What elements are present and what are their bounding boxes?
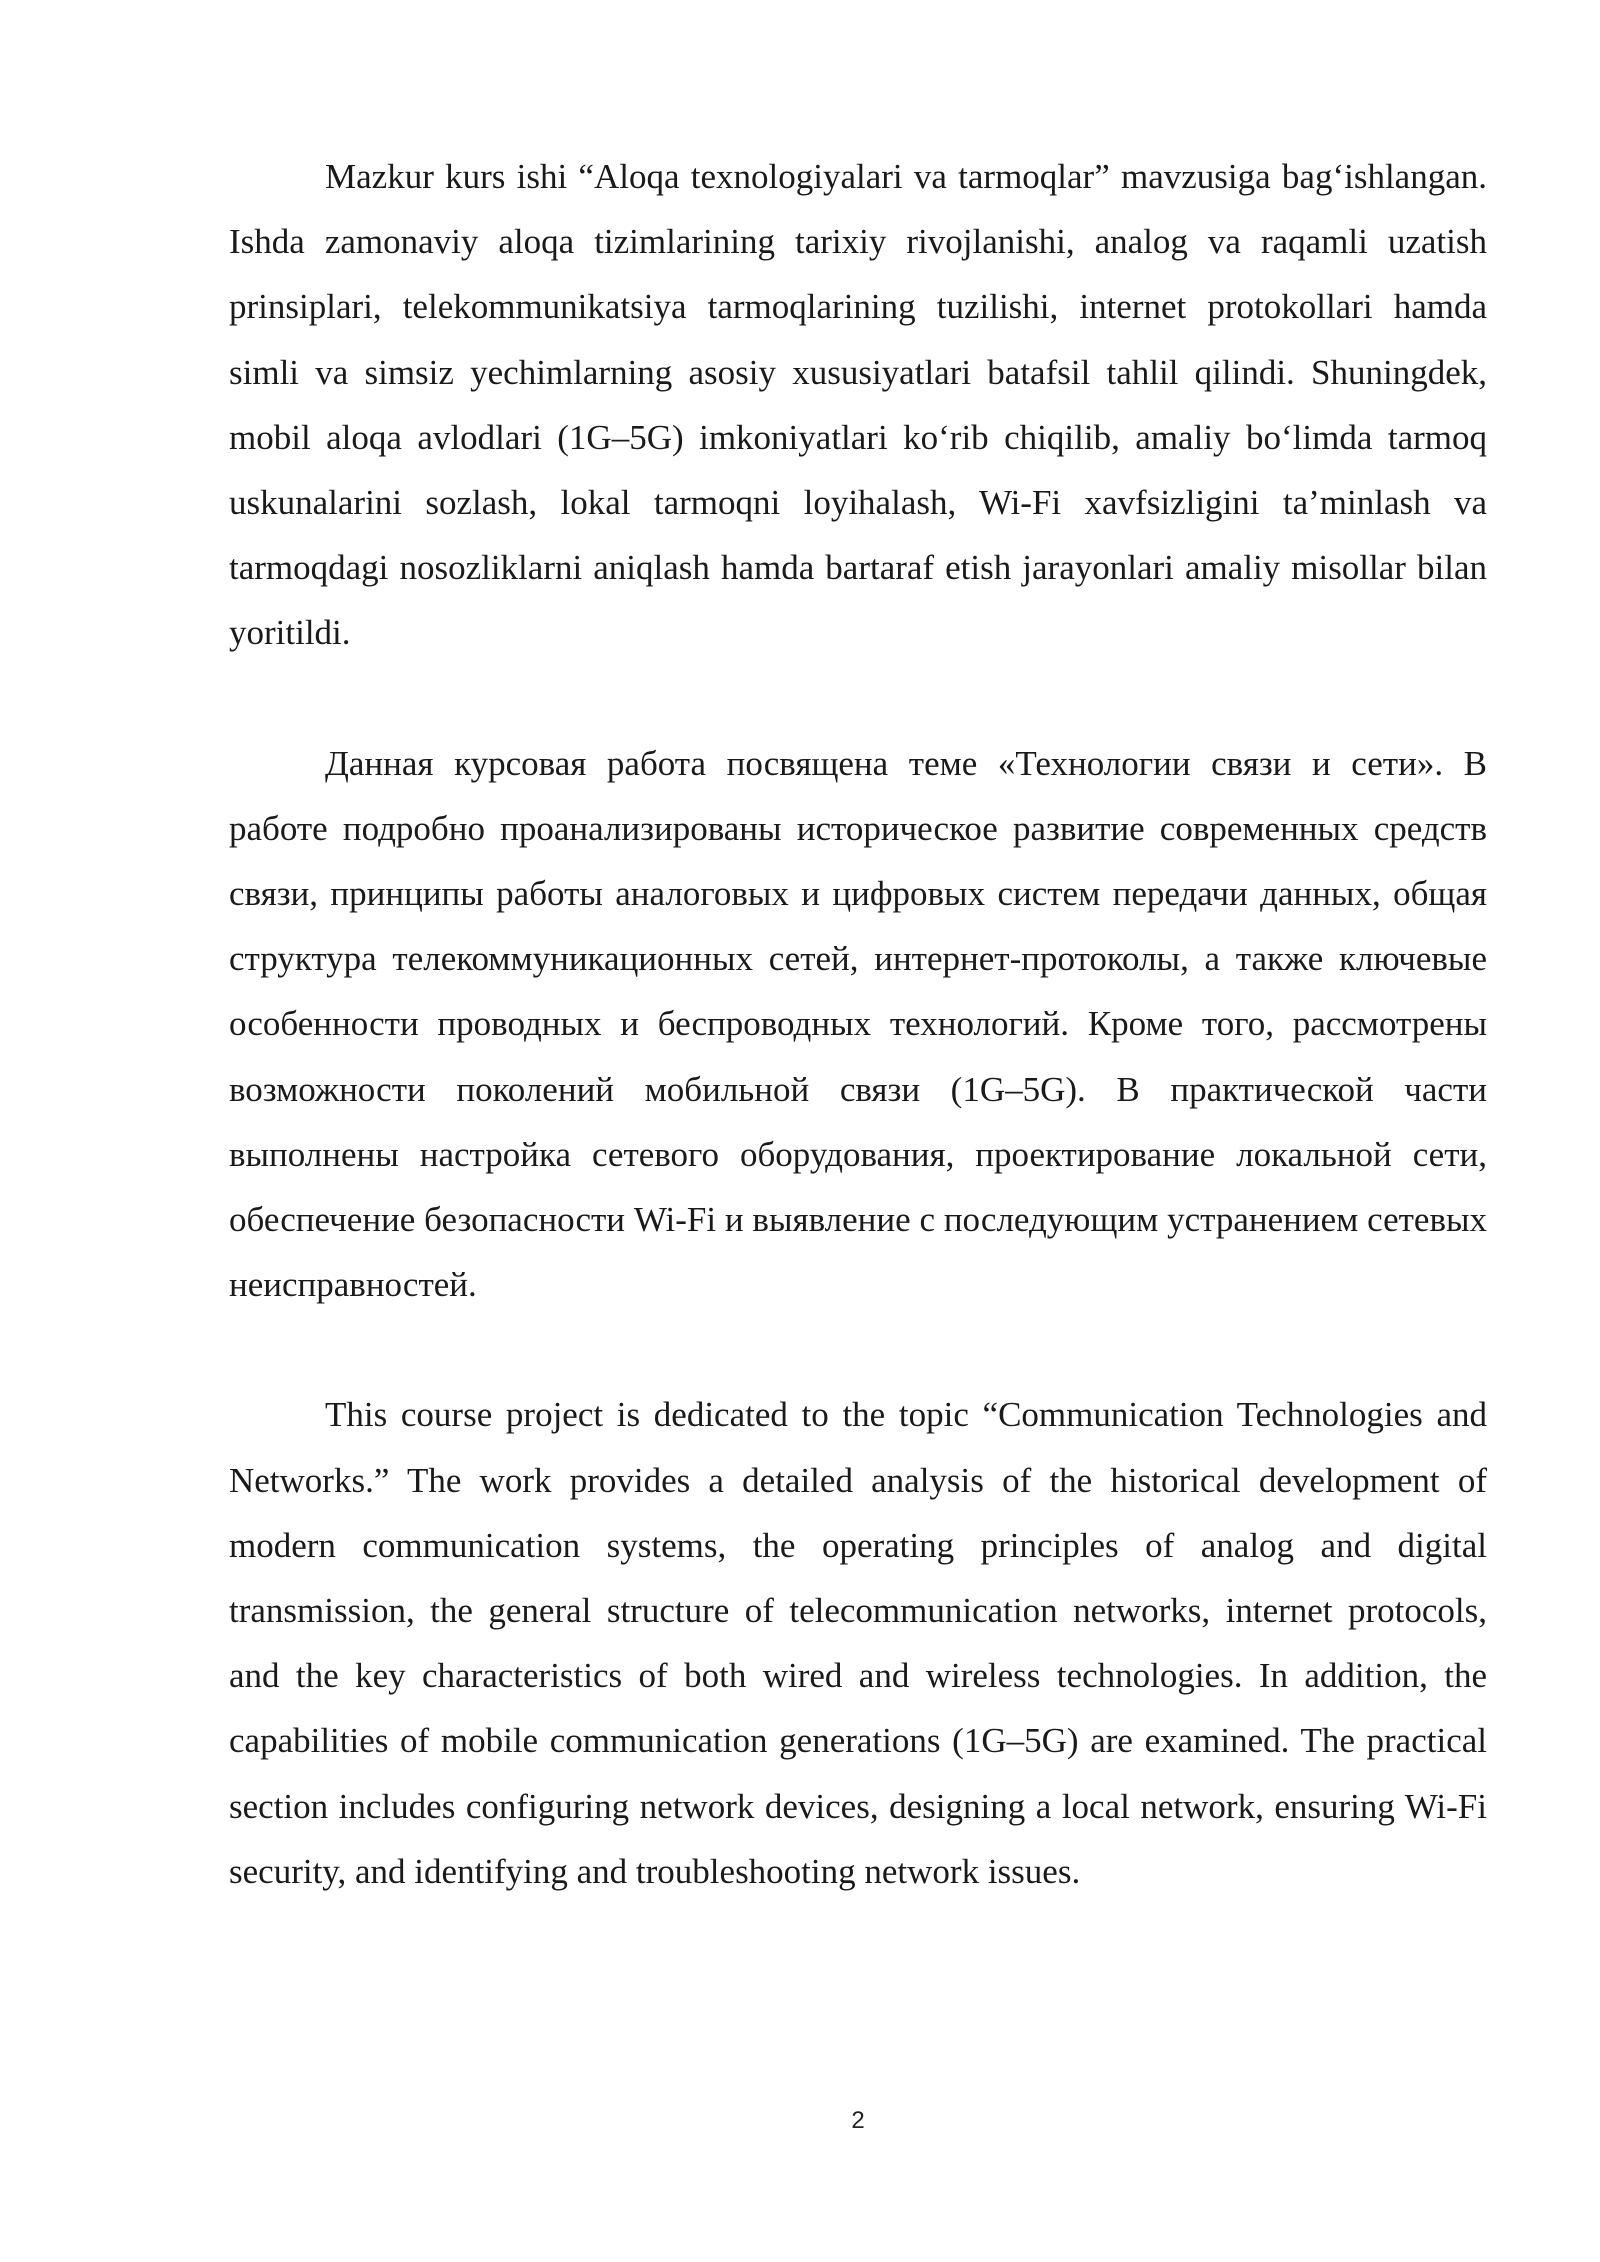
page-number: 2 bbox=[851, 2107, 865, 2134]
abstract-paragraph-uzbek: Mazkur kurs ishi “Aloqa texnologiyalari va tarmoqlar” mavzusiga bag‘ishlangan. Ishda zamonaviy aloqa tizimlarining tarixiy rivojlanishi, analog va raqamli uzatish prinsiplari, telekommunikatsiya tarmoqlarining tuzilishi, internet protokollari hamda simli va simsiz yechimlarning asosiy xususiyatlari batafsil tahlil qilindi. Shuningdek, mobil aloqa avlodlari (1G–5G) imkoniyatlari ko‘rib chiqilib, amaliy bo‘limda tarmoq uskunalarini sozlash, lokal tarmoqni loyihalash, Wi-Fi xavfsizligini ta’minlash va tarmoqdagi nosozliklarni aniqlash hamda bartaraf etish jarayonlari amaliy misollar bilan yoritildi. bbox=[229, 157, 1487, 653]
page-body bbox=[229, 144, 1487, 1904]
abstract-paragraph-russian: Данная курсовая работа посвящена теме «Технологии связи и сети». В работе подробно проанализированы историческое развитие современных средств связи, принципы работы аналоговых и цифровых систем передачи данных, общая структура телекоммуникационных сетей, интернет-протоколы, а также ключевые особенности проводных и беспроводных технологий. Кроме того, рассмотрены возможности поколений мобильной связи (1G–5G). В практической части выполнены настройка сетевого оборудования, проектирование локальной сети, обеспечение безопасности Wi-Fi и выявление с последующим устранением сетевых неисправностей. bbox=[229, 743, 1487, 1305]
abstract-paragraph-english: This course project is dedicated to the topic “Communication Technologies and Networks.” The work provides a detailed analysis of the historical development of modern communication systems, the operating principles of analog and digital transmission, the general structure of telecommunication networks, internet protocols, and the key characteristics of both wired and wireless technologies. In addition, the capabilities of mobile communication generations (1G–5G) are examined. The practical section includes configuring network devices, designing a local network, ensuring Wi-Fi security, and identifying and troubleshooting network issues. bbox=[229, 1395, 1487, 1891]
